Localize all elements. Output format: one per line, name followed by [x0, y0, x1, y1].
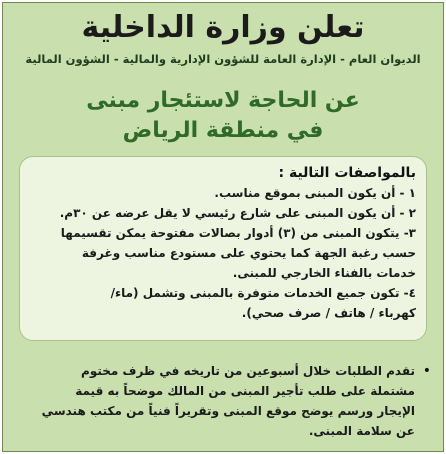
notice-line: الإيجار ورسم يوضح موقع المبنى وتقريراً فنياً من مكتب هندسي	[41, 404, 415, 418]
notice-line: تقدم الطلبات خلال أسبوعين من تاريخه في ظرف مختوم	[81, 364, 415, 378]
ad-title-line-2: في منطقة الرياض	[122, 118, 324, 143]
spec-line: ٣- يتكون المبنى من (٣) أدوار بصالات مفتوحة يمكن تقسيمها	[60, 226, 416, 240]
spec-line: ٤- تكون جميع الخدمات متوفرة بالمبنى وتشمل (ماء/	[110, 286, 416, 300]
ad-title-line-1: عن الحاجة لاستئجار مبنى	[86, 88, 360, 113]
specifications-box	[19, 156, 427, 341]
notice-line: عن سلامة المبنى.	[308, 424, 415, 438]
bullet-icon: •	[422, 363, 431, 379]
notice-line: مشتملة على طلب تأجير المبنى من المالك موضحاً به قيمة	[75, 384, 415, 398]
department-subline: الديوان العام - الإدارة العامة للشؤون الإدارية والمالية - الشؤون المالية	[25, 52, 421, 66]
spec-line: ٢ - أن يكون المبنى على شارع رئيسي لا يقل عرضه عن ٣٠م.	[59, 206, 416, 220]
spec-line: كهرباء / هاتف / صرف صحي).	[241, 306, 416, 320]
spec-line: خدمات بالفناء الخارجي للمبنى.	[232, 266, 416, 280]
ministry-announcement-heading: تعلن وزارة الداخلية	[81, 10, 365, 45]
advertisement-panel	[2, 2, 444, 452]
spec-line: ١ - أن يكون المبنى بموقع مناسب.	[214, 186, 416, 200]
specifications-heading: بالمواصفات التالية :	[278, 165, 416, 181]
notice-body	[27, 361, 415, 441]
submission-notice	[27, 361, 431, 441]
spec-line: حسب رغبة الجهة كما يحتوي على مستودع مناسب وغرفة	[81, 246, 416, 260]
